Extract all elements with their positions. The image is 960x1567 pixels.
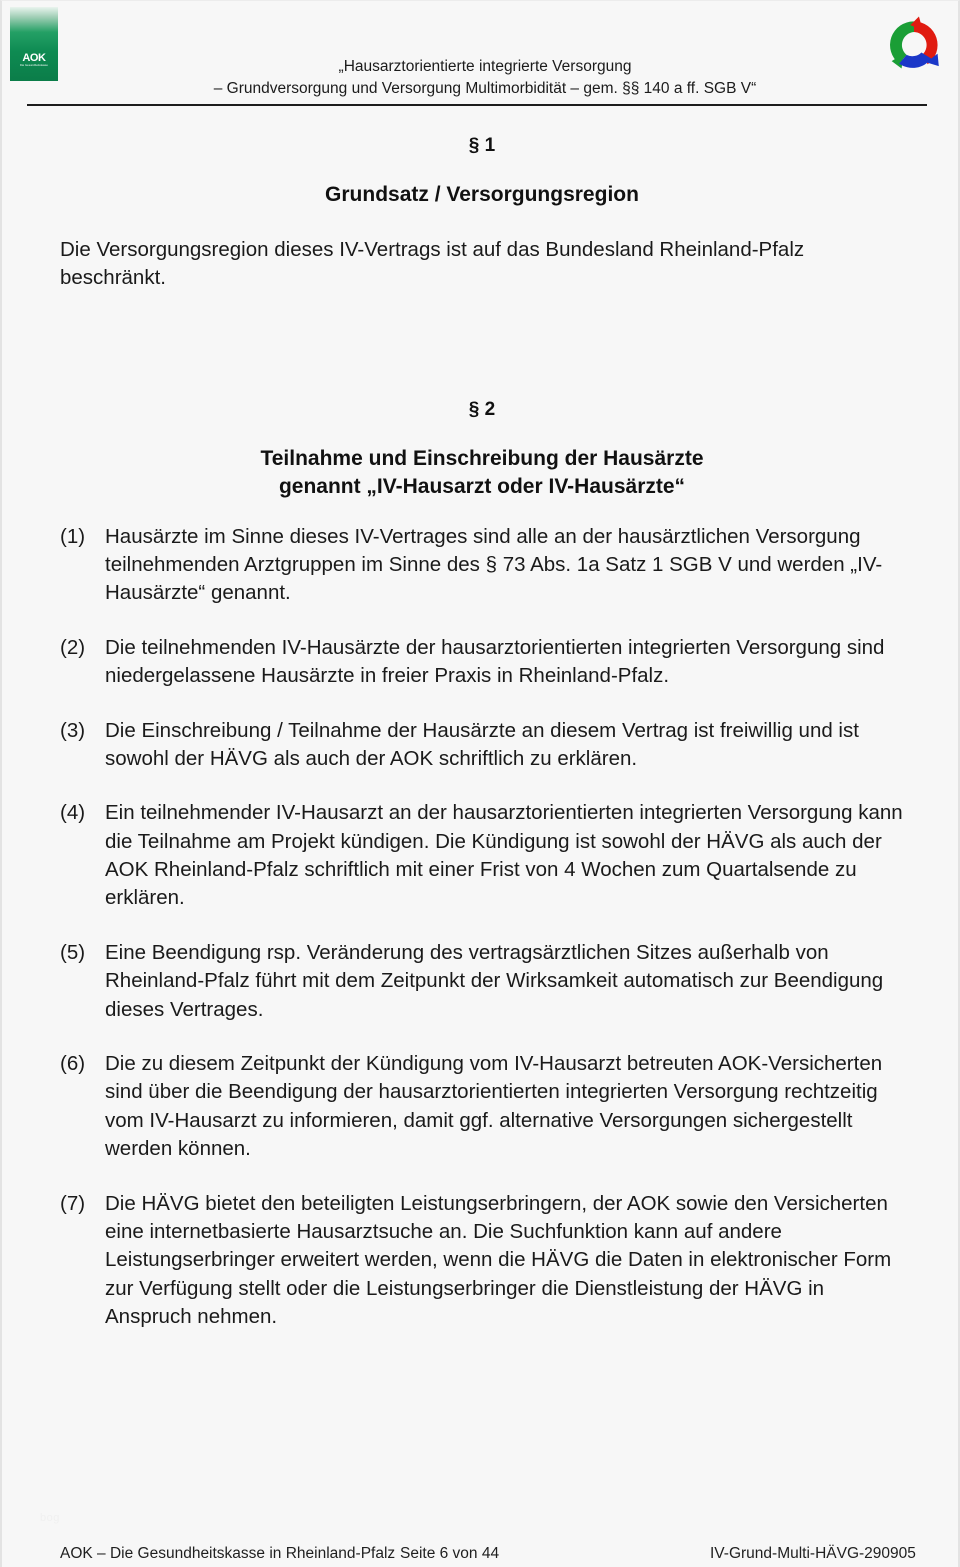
clause-2 [60, 634, 910, 691]
section-2-paragraph-list [2, 523, 960, 1332]
clause-1-marker: (1) [60, 524, 86, 548]
aok-logo-wordmark [20, 53, 48, 68]
clause-2-text: Die teilnehmenden IV-Hausärzte der hausarztorientierten integrierten Versorgung sind niedergelassene Hausärzte in freier Praxis in Rheinland-Pfalz. [105, 635, 885, 688]
cycle-arrows-logo [883, 14, 945, 76]
section-2-heading-line-2: genannt „IV-Hausarzt oder IV-Hausärzte“ [278, 474, 686, 498]
clause-7 [60, 1190, 910, 1332]
clause-6-text: Die zu diesem Zeitpunkt der Kündigung vom IV-Hausarzt betreuten AOK-Versicherten sind über die Beendigung der hausarztorientierten integrierten Versorgung rechtzeitig vom IV-Hausarzt zu informieren, damit ggf. alternative Versorgungen sichergestellt werden können. [105, 1052, 883, 1161]
clause-5 [60, 939, 910, 1024]
footer-page-number: Seite 6 von 44 [400, 1545, 500, 1562]
section-2-heading-line-1: Teilnahme und Einschreibung der Hausärzte [260, 446, 704, 470]
header-title-line-1: „Hausarztorientierte integrierte Versorgung [338, 58, 632, 75]
page-content [2, 111, 960, 1332]
clause-2-marker: (2) [60, 635, 86, 659]
clause-6 [60, 1050, 910, 1164]
aok-logo [10, 7, 58, 81]
section-2-number: § 2 [468, 398, 496, 420]
section-1-paragraph: Die Versorgungsregion dieses IV-Vertrags ist auf das Bundesland Rheinland-Pfalz beschränkt. [60, 237, 805, 290]
section-1-heading [2, 181, 960, 209]
section-2 [2, 399, 960, 1332]
clause-4-marker: (4) [60, 801, 86, 825]
section-1-number: § 1 [468, 135, 496, 156]
clause-5-text: Eine Beendigung rsp. Veränderung des vertragsärztlichen Sitzes außerhalb von Rheinland-Pfalz führt mit dem Zeitpunkt der Wirksamkeit automatisch zur Beendigung dieses Vertrages. [105, 940, 884, 1021]
header-divider [27, 104, 927, 106]
clause-3 [60, 717, 910, 774]
clause-5-marker: (5) [60, 940, 86, 964]
clause-1 [60, 523, 910, 608]
footer-organization: AOK – Die Gesundheitskasse in Rheinland-Pfalz [60, 1545, 396, 1562]
footer-document-id: IV-Grund-Multi-HÄVG-290905 [710, 1545, 916, 1562]
clause-7-text: Die HÄVG bietet den beteiligten Leistungserbringern, der AOK sowie den Versicherten eine internetbasierte Hausarztsuche an. Die Suchfunktion kann auf andere Leistungserbringer erweitert werden, wenn die HÄVG die Daten in elektronischer Form zur Verfügung stellt oder die Leistungserbringer die Dienstleistung der HÄVG in Anspruch nehmen. [105, 1191, 892, 1329]
page-footer [2, 1537, 960, 1563]
clause-6-marker: (6) [60, 1052, 86, 1076]
aok-logo-text: AOK [22, 52, 46, 65]
section-1-heading-line-1: Grundsatz / Versorgungsregion [325, 183, 639, 206]
section-1-intro-text [2, 236, 960, 293]
clause-4 [60, 799, 910, 913]
clause-7-marker: (7) [60, 1191, 86, 1215]
section-2-heading [2, 445, 960, 501]
clause-1-text: Hausärzte im Sinne dieses IV-Vertrages sind alle an der hausärztlichen Versorgung teilnehmenden Arztgruppen im Sinne des § 73 Abs. 1a Satz 1 SGB V und werden „IV-Hausärzte“ genannt. [105, 524, 883, 605]
header-title [122, 56, 848, 100]
aok-logo-subtext: Die Gesundheitskasse [20, 64, 48, 68]
clause-3-text: Die Einschreibung / Teilnahme der Hausärzte an diesem Vertrag ist freiwillig und ist sowohl der HÄVG als auch der AOK schriftlich zu erklären. [105, 718, 859, 770]
clause-3-marker: (3) [60, 718, 86, 742]
page-watermark: bog [40, 1512, 60, 1524]
page-header [2, 1, 958, 111]
section-1 [2, 135, 960, 293]
header-title-line-2: – Grundversorgung und Versorgung Multimorbidität – gem. §§ 140 a ff. SGB V“ [213, 80, 757, 97]
clause-4-text: Ein teilnehmender IV-Hausarzt an der hausarztorientierten integrierten Versorgung kann die Teilnahme am Projekt kündigen. Die Kündigung ist sowohl der HÄVG als auch der AOK Rheinland-Pfalz schriftlich mit einer Frist von 4 Wochen zum Quartalsende zu erklären. [105, 801, 903, 910]
